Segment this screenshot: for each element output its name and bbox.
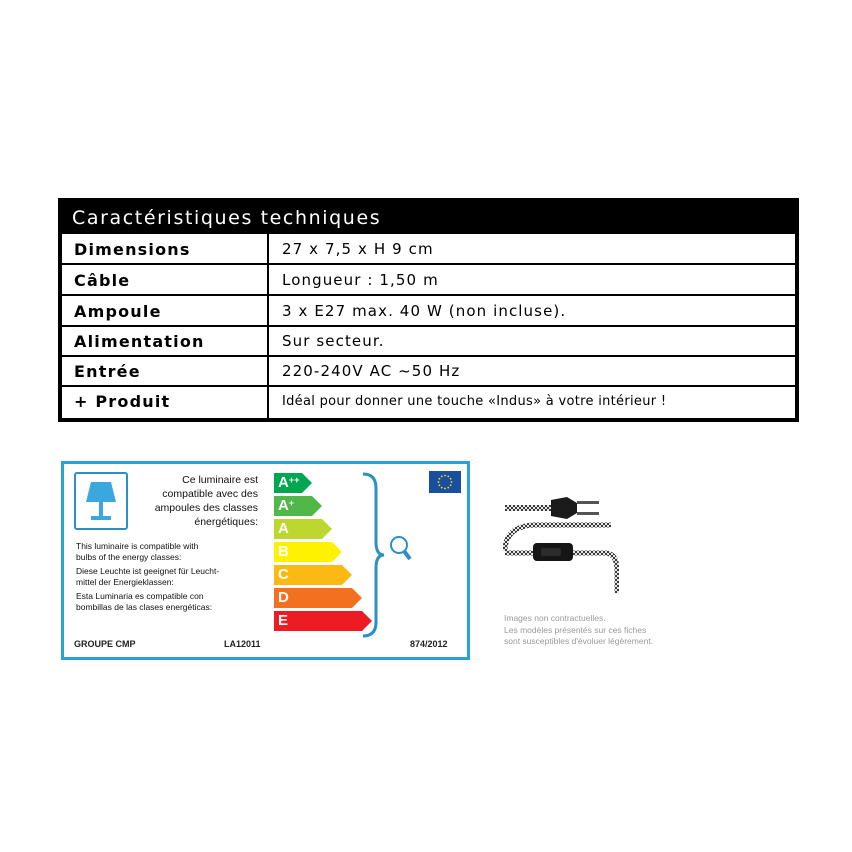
energy-class-a	[274, 519, 333, 539]
text-line: Ce luminaire est	[182, 474, 258, 486]
compatibility-text-en	[76, 541, 276, 562]
energy-class-e	[274, 611, 373, 631]
brand-name: GROUPE CMP	[74, 639, 136, 649]
text-line: compatible avec des	[162, 488, 258, 500]
spec-row-cable	[62, 265, 795, 294]
spec-label: Alimentation	[74, 332, 205, 351]
spec-row-power	[62, 326, 795, 355]
compatibility-text-es	[76, 591, 276, 612]
text-line: Diese Leuchte ist geeignet für Leucht-	[76, 566, 220, 577]
spec-value: Sur secteur.	[282, 332, 385, 350]
regulation-number: 874/2012	[410, 639, 448, 649]
text-line: Esta Luminaria es compatible con	[76, 591, 204, 602]
spec-value: Longueur : 1,50 m	[282, 271, 439, 289]
energy-class-letter: A++	[278, 474, 300, 491]
text-line: bombillas de las clases energéticas:	[76, 601, 213, 612]
spec-row-product	[62, 386, 795, 415]
energy-class-letter: C	[278, 566, 289, 583]
spec-table	[58, 198, 799, 422]
product-photo	[503, 477, 619, 593]
model-number: LA12011	[224, 639, 261, 649]
text-line: This luminaire is compatible with	[76, 541, 199, 551]
spec-row-dimensions	[62, 234, 795, 263]
spec-row-bulb	[62, 296, 795, 325]
energy-class-letter: E	[278, 612, 289, 629]
text-line: mittel der Energieklassen:	[76, 576, 174, 587]
energy-class-letter: A+	[278, 497, 295, 514]
spec-value: 220-240V AC ~50 Hz	[282, 362, 461, 380]
energy-class-b	[274, 542, 343, 562]
compatibility-text-multilang	[76, 541, 276, 617]
spec-label: + Produit	[74, 392, 171, 411]
energy-class-c	[274, 565, 353, 585]
compatibility-text-fr	[134, 473, 258, 529]
text-line: ampoules des classes	[154, 502, 258, 514]
spec-label: Câble	[74, 271, 131, 290]
eu-flag-icon	[429, 471, 461, 493]
spec-table-body	[62, 234, 795, 418]
energy-class-letter: B	[278, 543, 289, 560]
spec-label: Ampoule	[74, 302, 162, 321]
spec-value: 3 x E27 max. 40 W (non incluse).	[282, 302, 567, 320]
spec-value: 27 x 7,5 x H 9 cm	[282, 240, 434, 258]
spec-row-input	[62, 356, 795, 385]
spec-value: Idéal pour donner une touche «Indus» à votre intérieur !	[282, 394, 667, 409]
text-line: sont susceptibles d'évoluer légèrement.	[504, 636, 654, 646]
spec-table-title: Caractéristiques techniques	[72, 207, 382, 229]
energy-class-aplus	[274, 496, 323, 516]
lamp-icon	[74, 472, 128, 530]
energy-class-letter: D	[278, 589, 289, 606]
bracket-icon	[360, 472, 386, 638]
energy-class-d	[274, 588, 363, 608]
energy-class-letter: A	[278, 520, 289, 537]
energy-label	[61, 461, 470, 660]
text-line: bulbs of the energy classes:	[76, 551, 182, 562]
compatibility-text-de	[76, 566, 276, 587]
text-line: Images non contractuelles.	[504, 613, 606, 623]
text-line: Les modèles présentés sur ces fiches	[504, 624, 647, 635]
text-line: énergétiques:	[194, 516, 258, 528]
spec-label: Entrée	[74, 362, 141, 381]
energy-class-aplusplus	[274, 473, 313, 493]
energy-class-arrows	[274, 473, 373, 634]
spec-label: Dimensions	[74, 240, 191, 259]
disclaimer-text	[504, 613, 653, 648]
light-bulb-icon	[388, 534, 414, 564]
